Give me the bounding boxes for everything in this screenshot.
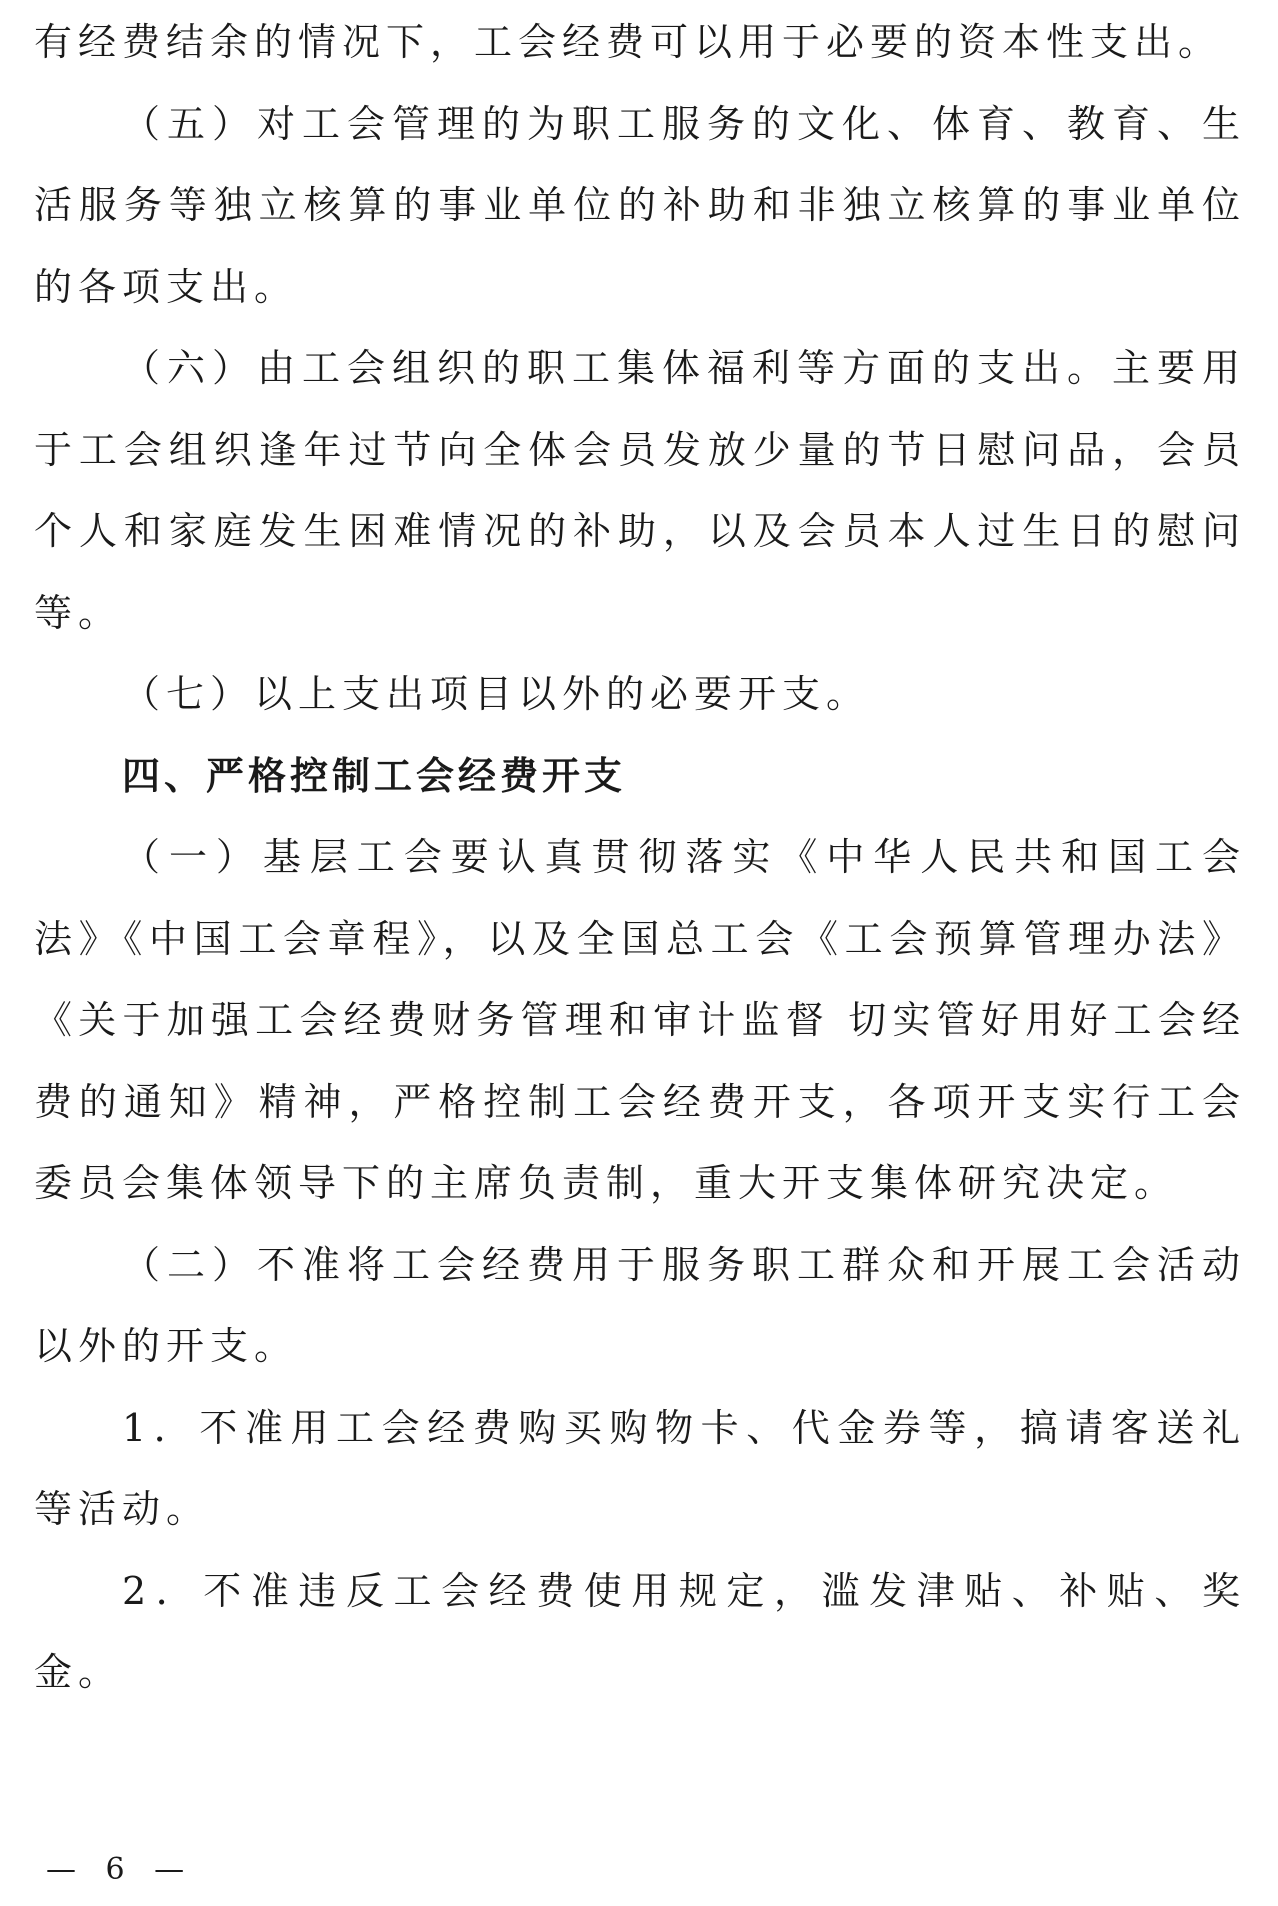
paragraph-item-five: （五）对工会管理的为职工服务的文化、体育、教育、生活服务等独立核算的事业单位的补助和非独立核算的事业单位的各项支出。	[34, 101, 1246, 309]
paragraph-control-item-one: （一）基层工会要认真贯彻落实《中华人民共和国工会法》《中国工会章程》，以及全国总工会《工会预算管理办法》《关于加强工会经费财务管理和审计监督 切实管好用好工会经费的通知》精神，严格控制工会经费开支，各项开支实行工会委员会集体领导下的主席负责制，重大开支集体研究决定。	[34, 835, 1246, 1205]
paragraph-item-seven: （七）以上支出项目以外的必要开支。	[122, 672, 871, 716]
paragraph-control-item-two: （二）不准将工会经费用于服务职工群众和开展工会活动以外的开支。	[34, 1242, 1246, 1368]
paragraph-rule-one: 1．不准用工会经费购买购物卡、代金券等，搞请客送礼等活动。	[34, 1405, 1246, 1531]
paragraph-rule-two: 2．不准违反工会经费使用规定，滥发津贴、补贴、奖金。	[34, 1568, 1246, 1694]
paragraph-capital-expenditure: 有经费结余的情况下，工会经费可以用于必要的资本性支出。	[34, 20, 1223, 64]
document-body	[34, 2, 1246, 1714]
section-heading-four: 四、严格控制工会经费开支	[122, 753, 627, 798]
paragraph-item-six: （六）由工会组织的职工集体福利等方面的支出。主要用于工会组织逢年过节向全体会员发放少量的节日慰问品，会员个人和家庭发生困难情况的补助，以及会员本人过生日的慰问等。	[34, 346, 1246, 635]
page-number: — 6 —	[46, 1852, 195, 1887]
